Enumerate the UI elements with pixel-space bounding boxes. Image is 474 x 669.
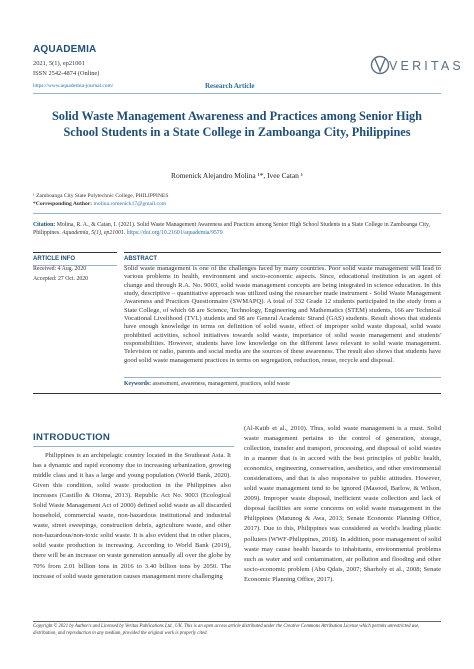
author-list: Romenick Alejandro Molina ¹*, Ivee Catan ¹: [171, 171, 303, 180]
keywords-label: Keywords:: [124, 381, 152, 387]
corresponding-label: *Corresponding Author:: [33, 201, 93, 207]
volume-line: 2021, 5(1), ep21001: [33, 60, 85, 67]
abstract-text: Solid waste management is one of the challenges faced by many countries. Poor solid waste management will lead to various problems in health, environment and socio-economic aspects. Since, educational institution is an agent of change and through R.A. No. 9003, solid waste management concepts are being integrated in science education. In this study, descriptive – quantitative approach was utilized using the researcher made instrument - Solid Waste Management Awareness and Practices Questionnaire (SWMAPQ). A total of 332 Grade 12 students participated in the study from a State College, of which 68 are Science, Technology, Engineering and Mathematics (STEM) students, 166 are Technical Vocational Livelihood (TVL) students and 98 are General Academic Strand (GAS) students. Result shows that students have enough knowledge in terms on definition of solid waste, effect of improper solid waste disposal, solid waste prohibited activities, school initiatives towards solid waste, importance of solid waste management and students' responsibilities. However, students have low knowledge on the different laws relevant to solid waste management. Television or radio, parents and social media are the sources of these awareness. The result also shows that students have good solid waste management practices in terms on segregation, reduction, reuse, recycle and disposal.: [124, 265, 441, 364]
doi-link[interactable]: https://doi.org/10.21601/aquademia/9579: [126, 230, 223, 237]
keywords-divider: [124, 377, 441, 378]
journal-url-link[interactable]: https://www.aquademia-journal.com/: [33, 83, 114, 89]
introduction-left-column: Philippines is an archipelagic country located in the Southeast Asia. It has a dynamic and rapid economy due to increasing urbanization, growing middle class and it has a large and young population (World Bank, 2020). Given this condition, solid waste production in the Philippines also increases (Castillo & Otoma, 2013). Republic Act No. 9003 (Ecological Solid Waste Management Act of 2000) defined solid waste as all discarded household, commercial waste, non-hazardous institutional and industrial waste, street sweepings, construction debris, agriculture waste, and other non-hazardous/non-toxic solid waste. It is also evident that in other places, solid waste production is increasing. According to World Bank (2019), there will be an increase on waste generation annually all over the globe by 70% from 2.01 billion tons in 2016 to 3.40 billion tons by 2050. The increase of solid waste generation causes management more challenging: [33, 452, 231, 580]
introduction-right-column: (Al-Katib et al., 2010). Thus, solid waste management is a must. Solid waste management pertains to the control of generation, storage, collection, transfer and transport, processing, and disposal of solid wastes in a manner that is in accord with the best principles of public health, economics, engineering, conservation, aesthetics, and other environmental considerations, and that is also responsive to public attitudes. However, solid waste management tend to be ignored (Masood, Barlow, & Wilson, 2009). Improper waste disposal, inefficient waste collection and lack of disposal facilities are some concerns on solid waste management in the Philippines (Matunog & Awa, 2013; Senate Economic Planning Office, 2017). Due to this, Philippines was considered as world's leading plastic polluters (WWF-Philippines, 2018). In addition, poor management of solid waste may cause health hazards to inhabitants, environmental problems such as water and soil contamination, air pollution and flooding and other socio-economic problem (Abu Qdais, 2007; Sharholy et al., 2008; Senate Economic Planning Office, 2017).: [244, 425, 441, 583]
citation-text: Molina, R. A., & Catan, I. (2021). Solid Waste Management Awareness and Practices among Senior High School Students in a State College in Zamboanga City, Philippines.: [33, 222, 431, 237]
issn-line: ISSN 2542-4874 (Online): [33, 70, 100, 77]
keywords-text: assessment, awareness, management, practices, solid waste: [152, 381, 290, 387]
article-type: Research Article: [205, 82, 255, 90]
keywords-line: [124, 381, 441, 387]
veritas-logo: [370, 45, 464, 85]
abstract-heading: ABSTRACT: [124, 252, 441, 266]
citation-block: [33, 221, 441, 237]
citation-journal-ref: Aquademia, 5(1), ep21001.: [62, 230, 126, 237]
introduction-heading-rule: [33, 446, 234, 447]
footer-divider: [33, 621, 441, 622]
received-date: Received: 4 Aug. 2020: [33, 266, 87, 272]
logo-wordmark: VERITAS: [389, 59, 464, 73]
article-info-heading: ARTICLE INFO: [33, 252, 117, 266]
corresponding-email-link[interactable]: molina.romenick17@gmail.com: [93, 201, 167, 207]
abstract-bottom-rule: [33, 393, 441, 394]
accepted-date: Accepted: 27 Oct. 2020: [33, 276, 89, 282]
corresponding-author: [33, 201, 166, 207]
header-divider: [33, 93, 441, 94]
article-title: Solid Waste Management Awareness and Practices among Senior High School Students in a State College in Zamboanga City, Philippines: [51, 109, 423, 139]
citation-divider: [33, 213, 441, 214]
citation-label: Citation:: [33, 222, 56, 228]
copyright-footer: Copyright © 2021 by Author/s and Licensed by Veritas Publications Ltd., UK. This is an open access article distributed under the Creative Commons Attribution License which permits unrestricted use, distribution, and reproduction in any medium, provided the original work is properly cited.: [33, 624, 420, 636]
affiliation: ¹ Zamboanga City State Polytechnic College, PHILIPPINES: [33, 193, 169, 199]
journal-name: AQUADEMIA: [33, 44, 97, 55]
introduction-heading: INTRODUCTION: [33, 432, 111, 443]
